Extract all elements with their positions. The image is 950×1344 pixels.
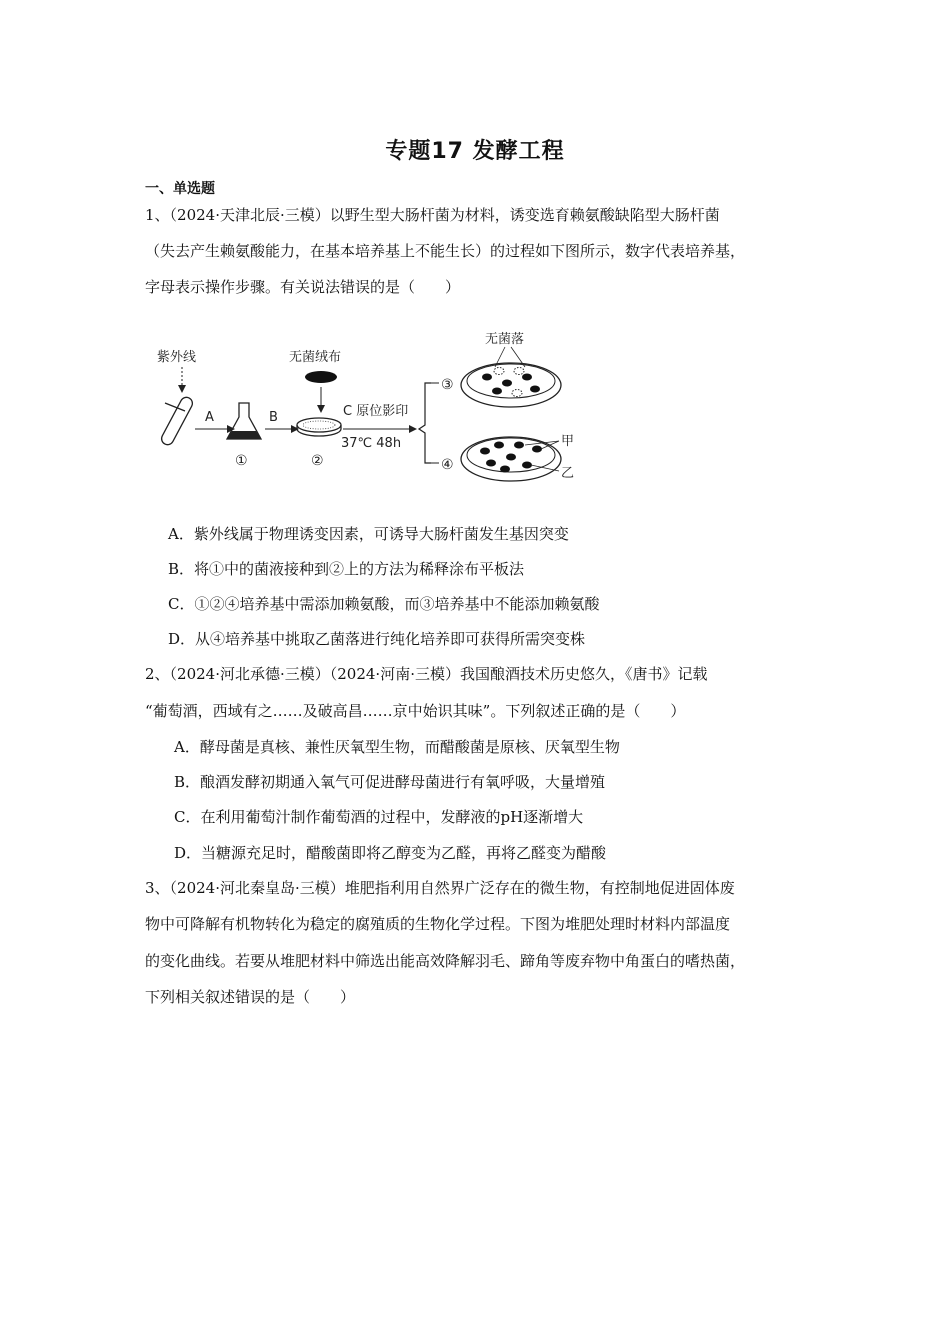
medium-3-label: ③: [441, 377, 454, 393]
sterile-cloth: [305, 371, 337, 383]
sterile-cloth-label: 无菌绒布: [289, 350, 342, 365]
q3-line-1: 3、（2024·河北秦皇岛·三模）堆肥指利用自然界广泛存在的微生物，有控制地促进固体废: [145, 879, 735, 897]
medium-1-label: ①: [235, 453, 248, 469]
q2-option-b: B．酿酒发酵初期通入氧气可促进酵母菌进行有氧呼吸，大量增殖: [174, 773, 606, 791]
medium-4-label: ④: [441, 457, 454, 473]
cloth-arrow-head: [317, 405, 325, 413]
flask: [227, 403, 261, 439]
q2-option-d: D．当糖源充足时，醋酸菌即将乙醇变为乙醛，再将乙醛变为醋酸: [174, 844, 607, 862]
plate-3: [461, 363, 561, 407]
uv-label: 紫外线: [157, 350, 197, 365]
test-tube: [159, 395, 194, 447]
q3-line-4: 下列相关叙述错误的是（ ）: [145, 988, 356, 1006]
q2-line-1: 2、（2024·河北承德·三模）（2024·河南·三模）我国酿酒技术历史悠久，《唐书》记载: [145, 665, 708, 683]
q1-option-a: A．紫外线属于物理诱变因素，可诱导大肠杆菌发生基因突变: [168, 525, 569, 543]
q3-line-3: 的变化曲线。若要从堆肥材料中筛选出能高效降解羽毛、蹄角等废弃物中角蛋白的嗜热菌，: [145, 952, 746, 970]
branch-brace: [419, 383, 431, 463]
colony-jia-label: 甲: [561, 434, 575, 449]
q3-line-2: 物中可降解有机物转化为稳定的腐殖质的生物化学过程。下图为堆肥处理时材料内部温度: [145, 915, 731, 933]
culture-condition: 37℃ 48h: [341, 436, 402, 451]
plate-4: [461, 437, 561, 481]
q2-option-c: C．在利用葡萄汁制作葡萄酒的过程中，发酵液的pH逐渐增大: [174, 808, 584, 826]
step-b-label: B: [269, 410, 278, 425]
q1-figure: [155, 325, 585, 485]
q2-option-a: A．酵母菌是真核、兼性厌氧型生物，而醋酸菌是原核、厌氧型生物: [174, 738, 620, 756]
plate-2: [297, 418, 341, 436]
q2-line-2: “葡萄酒，西域有之……及破高昌……京中始识其味”。下列叙述正确的是（ ）: [145, 702, 686, 720]
step-a-label: A: [205, 410, 214, 425]
q1-option-c: C．①②④培养基中需添加赖氨酸，而③培养基中不能添加赖氨酸: [168, 595, 600, 613]
uv-arrow-head: [178, 385, 186, 393]
q1-line-1: 1、（2024·天津北辰·三模）以野生型大肠杆菌为材料，诱变选育赖氨酸缺陷型大肠杆菌: [145, 206, 720, 224]
colony-yi-label: 乙: [561, 466, 575, 481]
page-title: 专题17 发酵工程: [385, 139, 565, 164]
no-colony-label: 无菌落: [485, 332, 525, 347]
step-c-label: C 原位影印: [343, 404, 409, 419]
q1-line-3: 字母表示操作步骤。有关说法错误的是（ ）: [145, 278, 461, 296]
arrow-c-head: [409, 425, 417, 433]
section-heading: 一、单选题: [145, 181, 215, 197]
q1-option-d: D．从④培养基中挑取乙菌落进行纯化培养即可获得所需突变株: [168, 630, 586, 648]
medium-2-label: ②: [311, 453, 324, 469]
q1-option-b: B．将①中的菌液接种到②上的方法为稀释涂布平板法: [168, 560, 525, 578]
q1-line-2: （失去产生赖氨酸能力，在基本培养基上不能生长）的过程如下图所示，数字代表培养基，: [145, 242, 746, 260]
